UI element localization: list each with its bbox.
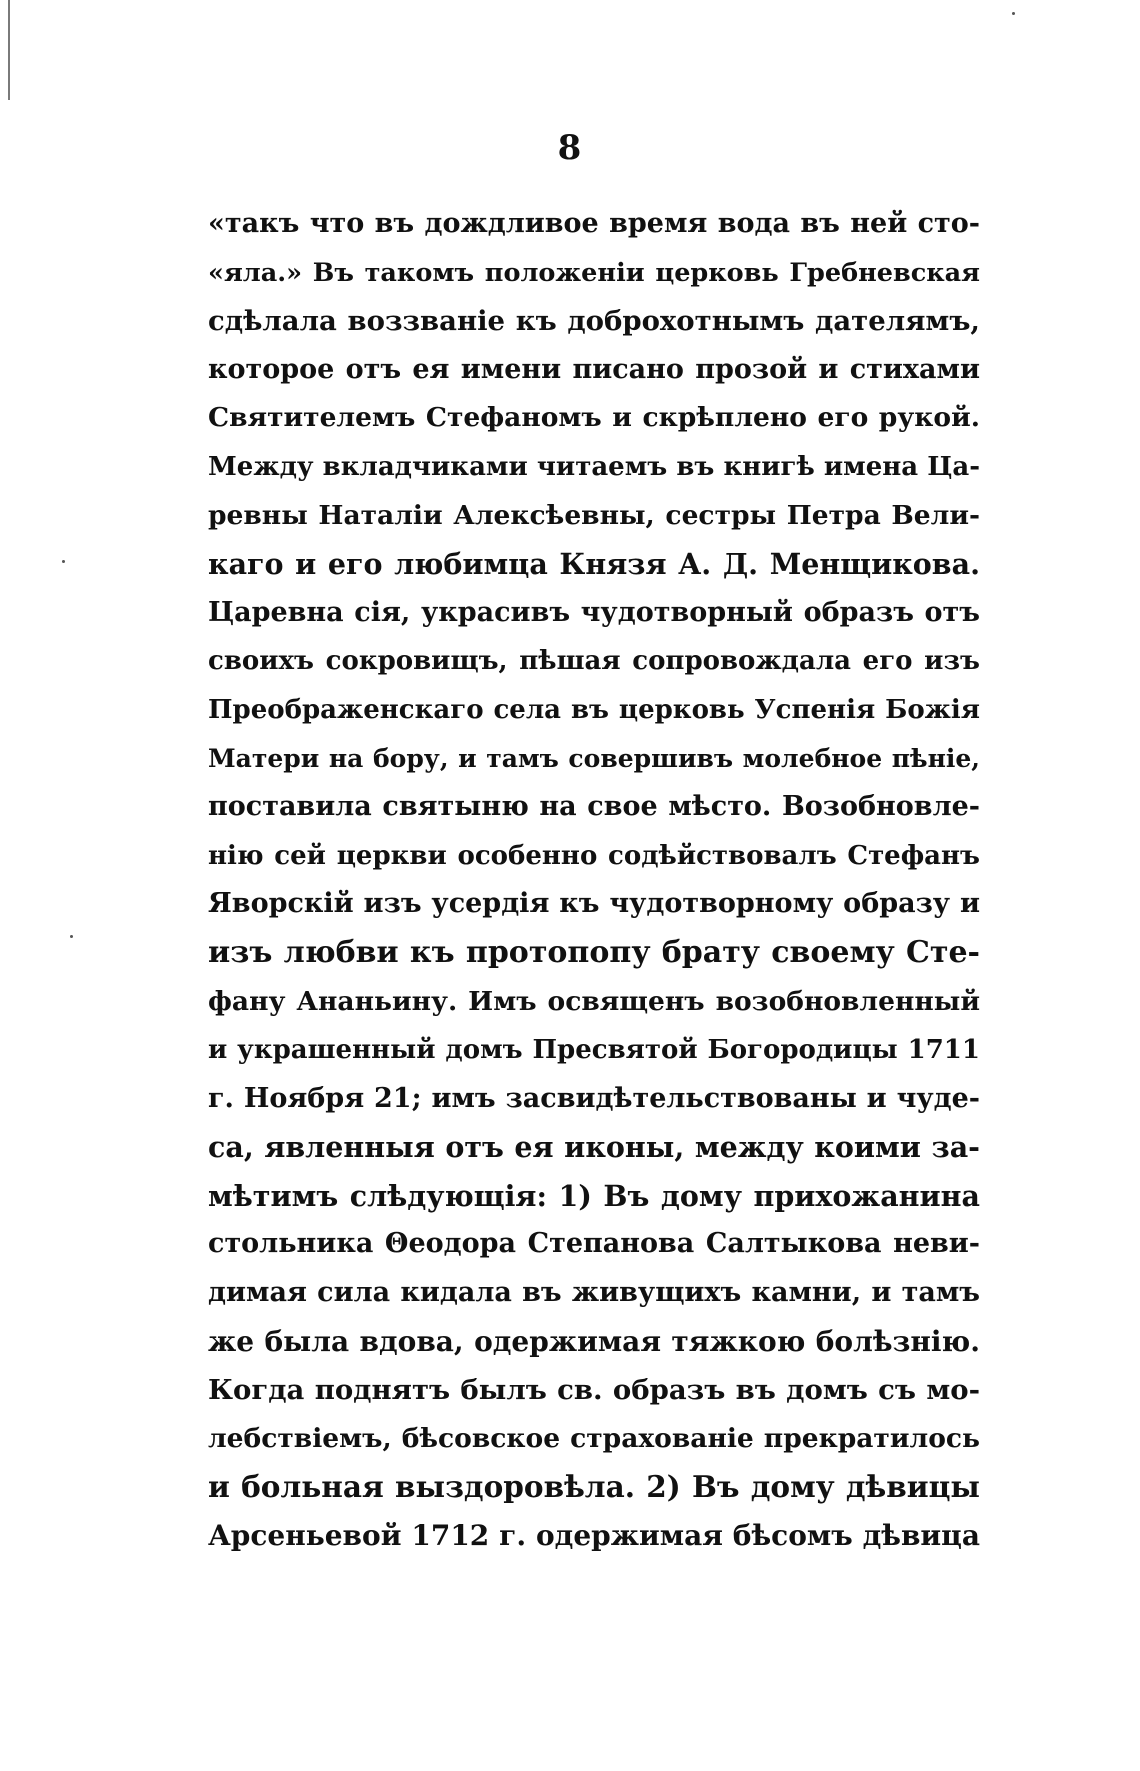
text-line: Когда поднятъ былъ св. образъ въ домъ съ мо- xyxy=(208,1374,980,1407)
text-line: лебствіемъ, бѣсовское страхованіе прекратилось xyxy=(208,1422,980,1454)
text-line: ревны Наталіи Алексѣевны, сестры Петра Вели- xyxy=(208,499,980,531)
text-line: Царевна сія, украсивъ чудотворный образъ отъ xyxy=(208,596,980,628)
body-text xyxy=(208,200,980,1561)
text-line: Между вкладчиками читаемъ въ книгѣ имена Ца- xyxy=(208,451,980,482)
text-line: и больная выздоровѣла. 2) Въ дому дѣвицы xyxy=(208,1469,980,1505)
scan-speck xyxy=(1012,12,1015,15)
text-line: Яворскій изъ усердія къ чудотворному образу и xyxy=(208,888,980,920)
text-line: Арсеньевой 1712 г. одержимая бѣсомъ дѣвица xyxy=(208,1519,980,1553)
text-line: «такъ что въ дождливое время вода въ ней сто- xyxy=(208,208,980,239)
text-line: г. Ноября 21; имъ засвидѣтельствованы и чуде- xyxy=(208,1082,980,1114)
text-line: сдѣлала воззваніе къ доброхотнымъ дателямъ, xyxy=(208,305,980,338)
scan-speck xyxy=(62,560,65,563)
scan-edge-line xyxy=(8,0,10,100)
text-line: нію сей церкви особенно содѣйствовалъ Стефанъ xyxy=(208,840,980,871)
text-line: фану Ананьину. Имъ освященъ возобновленный xyxy=(208,985,980,1017)
scan-speck xyxy=(70,935,73,938)
text-line: же была вдова, одержимая тяжкою болѣзнію. xyxy=(208,1324,980,1358)
text-line: са, явленныя отъ ея иконы, между коими за- xyxy=(208,1130,980,1165)
page-number: 8 xyxy=(557,128,583,168)
text-line: изъ любви къ протопопу брату своему Сте- xyxy=(208,934,980,970)
text-line: каго и его любимца Князя А. Д. Менщикова. xyxy=(208,547,980,582)
text-line: которое отъ ея имени писано прозой и стихами xyxy=(208,353,980,385)
text-line: и украшенный домъ Пресвятой Богородицы 1711 xyxy=(208,1035,980,1066)
text-line: поставила святыню на свое мѣсто. Возобновле- xyxy=(208,791,980,823)
text-line: Преображенскаго села въ церковь Успенія Божія xyxy=(208,694,980,725)
text-line: «яла.» Въ такомъ положеніи церковь Гребневская xyxy=(208,257,980,288)
text-line: димая сила кидала въ живущихъ камни, и тамъ xyxy=(208,1277,980,1309)
text-line: стольника Θеодора Степанова Салтыкова неви- xyxy=(208,1228,980,1260)
text-line: мѣтимъ слѣдующія: 1) Въ дому прихожанина xyxy=(208,1178,980,1213)
text-line: своихъ сокровищъ, пѣшая сопровождала его изъ xyxy=(208,646,980,677)
text-line: Святителемъ Стефаномъ и скрѣплено его рукой. xyxy=(208,402,980,434)
text-line: Матери на бору, и тамъ совершивъ молебное пѣніе, xyxy=(208,743,980,773)
